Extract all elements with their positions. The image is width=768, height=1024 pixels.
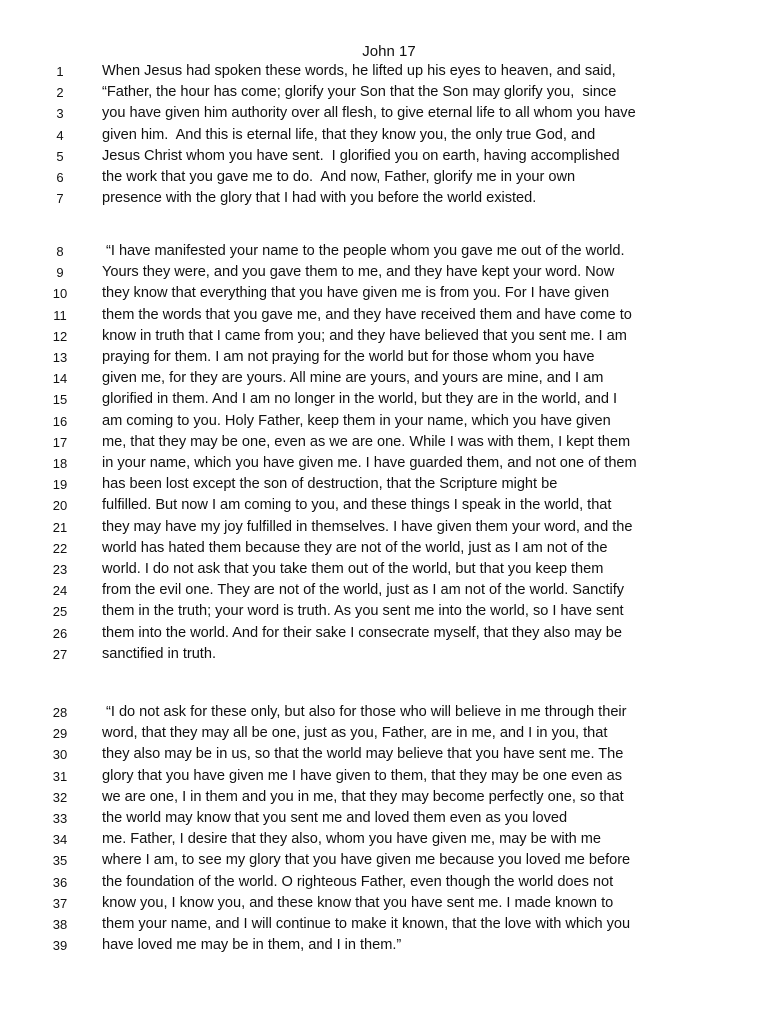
- line-text: When Jesus had spoken these words, he lifted up his eyes to heaven, and said,: [102, 63, 616, 79]
- line-number: 35: [52, 853, 68, 869]
- line-text: praying for them. I am not praying for the world but for those whom you have: [102, 349, 595, 365]
- line-text: me, that they may be one, even as we are one. While I was with them, I kept them: [102, 433, 631, 450]
- line-text: them your name, and I will continue to make it known, that the love with which you: [102, 916, 631, 932]
- line-text: has been lost except the son of destruction, that the Scripture might be: [102, 476, 558, 493]
- line-number: 28: [52, 705, 68, 720]
- line-number: 17: [52, 434, 68, 450]
- numbered-line: [0, 262, 768, 283]
- numbered-line: [0, 601, 768, 622]
- line-number: 7: [56, 191, 64, 207]
- numbered-line: [0, 559, 768, 580]
- numbered-line: [0, 850, 768, 871]
- line-number: 23: [52, 562, 68, 577]
- numbered-line: [0, 495, 768, 516]
- numbered-line: [0, 326, 768, 347]
- line-number: 37: [52, 895, 68, 911]
- numbered-line: [0, 893, 768, 914]
- line-text: glory that you have given me I have given to them, that they may be one even as: [102, 767, 623, 784]
- line-number: 26: [52, 625, 68, 641]
- line-text: “I have manifested your name to the people whom you gave me out of the world.: [102, 243, 625, 259]
- numbered-line: [0, 935, 768, 956]
- numbered-line: [0, 347, 768, 368]
- line-number: 6: [56, 170, 64, 185]
- line-text: “I do not ask for these only, but also for those who will believe in me through their: [102, 704, 627, 720]
- line-number: 39: [52, 938, 68, 954]
- line-number: 11: [53, 307, 67, 323]
- line-number: 34: [52, 832, 68, 848]
- line-text: the work that you gave me to do. And now, Father, glorify me in your own: [102, 169, 576, 185]
- line-text: presence with the glory that I had with you before the world existed.: [102, 190, 537, 207]
- line-text: they know that everything that you have given me is from you. For I have given: [102, 285, 610, 302]
- line-number: 21: [52, 519, 68, 535]
- page-title: John 17: [362, 43, 416, 60]
- numbered-line: [0, 744, 768, 765]
- line-text: them the words that you gave me, and they have received them and have come to: [102, 306, 632, 323]
- line-text: in your name, which you have given me. I have guarded them, and not one of them: [102, 455, 637, 471]
- line-text: “Father, the hour has come; glorify your Son that the Son may glorify you, since: [102, 84, 617, 101]
- numbered-line: [0, 453, 768, 474]
- numbered-line: [0, 702, 768, 723]
- numbered-line: [0, 188, 768, 209]
- line-text: me. Father, I desire that they also, whom you have given me, may be with me: [102, 831, 601, 848]
- line-number: 8: [56, 244, 64, 259]
- line-number: 3: [56, 106, 64, 122]
- numbered-line: [0, 146, 768, 167]
- line-text: them in the truth; your word is truth. As you sent me into the world, so I have sent: [102, 603, 624, 620]
- line-text: fulfilled. But now I am coming to you, and these things I speak in the world, that: [102, 497, 612, 514]
- line-number: 19: [52, 477, 68, 493]
- numbered-line: [0, 787, 768, 808]
- line-text: world. I do not ask that you take them out of the world, but that you keep them: [102, 561, 604, 577]
- line-text: Jesus Christ whom you have sent. I glorified you on earth, having accomplished: [102, 147, 620, 164]
- numbered-line: [0, 82, 768, 103]
- line-number: 22: [52, 540, 68, 556]
- line-text: am coming to you. Holy Father, keep them in your name, which you have given: [102, 412, 611, 429]
- line-number: 13: [52, 350, 68, 365]
- numbered-line: [0, 103, 768, 124]
- numbered-line: [0, 872, 768, 893]
- line-number: 15: [52, 392, 68, 408]
- numbered-line: [0, 808, 768, 829]
- numbered-line: [0, 167, 768, 188]
- line-text: know in truth that I came from you; and they have believed that you sent me. I am: [102, 327, 627, 344]
- line-number: 25: [52, 604, 68, 620]
- line-text: given me, for they are yours. All mine are yours, and yours are mine, and I am: [102, 370, 604, 387]
- line-number: 14: [52, 371, 68, 387]
- line-text: have loved me may be in them, and I in them.”: [102, 937, 402, 954]
- line-number: 5: [56, 148, 64, 164]
- numbered-line: [0, 125, 768, 146]
- line-number: 4: [56, 127, 64, 143]
- line-text: them into the world. And for their sake I consecrate myself, that they also may be: [102, 624, 622, 641]
- line-number: 10: [52, 286, 68, 302]
- numbered-line: [0, 389, 768, 410]
- line-number: 24: [52, 583, 68, 599]
- line-text: word, that they may all be one, just as you, Father, are in me, and I in you, that: [102, 725, 608, 742]
- line-text: we are one, I in them and you in me, that they may become perfectly one, so that: [102, 788, 624, 805]
- line-number: 20: [52, 498, 68, 514]
- line-text: they may have my joy fulfilled in themselves. I have given them your word, and the: [102, 518, 633, 535]
- line-text: given him. And this is eternal life, that they know you, the only true God, and: [102, 126, 596, 143]
- numbered-line: [0, 580, 768, 601]
- numbered-line: [0, 305, 768, 326]
- numbered-line: [0, 474, 768, 495]
- line-number: 29: [52, 726, 68, 742]
- numbered-line: [0, 623, 768, 644]
- line-text: the foundation of the world. O righteous Father, even though the world does not: [102, 873, 614, 890]
- line-number: 2: [56, 85, 64, 101]
- line-number: 27: [52, 646, 68, 662]
- line-number: 16: [52, 413, 68, 429]
- line-number: 33: [52, 811, 68, 826]
- numbered-line: [0, 283, 768, 304]
- line-number: 32: [52, 789, 68, 805]
- line-number: 1: [56, 64, 64, 79]
- line-text: where I am, to see my glory that you have given me because you loved me before: [102, 852, 631, 869]
- line-number: 30: [52, 747, 68, 763]
- numbered-line: [0, 538, 768, 559]
- line-number: 31: [52, 768, 68, 784]
- line-text: know you, I know you, and these know that you have sent me. I made known to: [102, 894, 614, 911]
- numbered-line: [0, 241, 768, 262]
- line-number: 18: [52, 456, 68, 471]
- line-number: 12: [52, 328, 68, 344]
- numbered-line: [0, 644, 768, 665]
- numbered-line: [0, 411, 768, 432]
- numbered-line: [0, 61, 768, 82]
- line-text: Yours they were, and you gave them to me, and they have kept your word. Now: [102, 264, 615, 281]
- line-number: 36: [52, 874, 68, 890]
- line-number: 38: [52, 917, 68, 932]
- numbered-line: [0, 766, 768, 787]
- line-text: you have given him authority over all flesh, to give eternal life to all whom you have: [102, 105, 636, 122]
- line-text: the world may know that you sent me and loved them even as you loved: [102, 810, 568, 826]
- line-text: sanctified in truth.: [102, 645, 216, 662]
- numbered-line: [0, 914, 768, 935]
- numbered-line: [0, 829, 768, 850]
- line-text: glorified in them. And I am no longer in the world, but they are in the world, and I: [102, 391, 618, 408]
- line-text: world has hated them because they are not of the world, just as I am not of the: [102, 539, 608, 556]
- line-text: they also may be in us, so that the world may believe that you have sent me. The: [102, 746, 624, 763]
- numbered-line: [0, 517, 768, 538]
- line-number: 9: [56, 265, 64, 281]
- numbered-line: [0, 432, 768, 453]
- numbered-line: [0, 723, 768, 744]
- numbered-line: [0, 368, 768, 389]
- line-text: from the evil one. They are not of the world, just as I am not of the world. Sanctify: [102, 582, 625, 599]
